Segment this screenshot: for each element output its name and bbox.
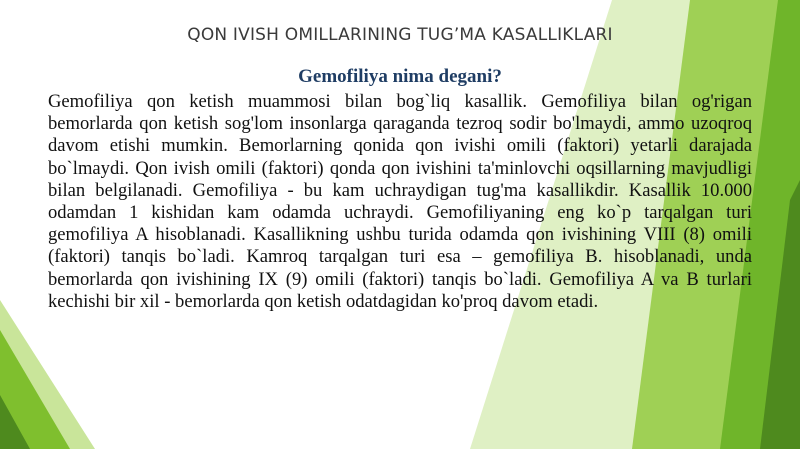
slide-title: QON IVISH OMILLARINING TUG’MA KASALLIKLARI bbox=[187, 25, 613, 45]
slide-body-text: Gemofiliya qon ketish muammosi bilan bog`liq kasallik. Gemofiliya bilan og'rigan bemorlarda qon ketish sog'lom insonlarga qaraganda tezroq sodir bo'lmaydi, ammo uzoqroq davom etishi mumkin. Bemorlarning qonida qon ivishi omili (faktori) yetarli darajada bo`lmaydi. Qon ivish omili (faktori) qonda qon ivishini ta'minlovchi oqsillarning mavjudligi bilan belgilanadi. Gemofiliya - bu kam uchraydigan tug'ma kasallikdir. Kasallik 10.000 odamdan 1 kishidan kam odamda uchraydi. Gemofiliyaning eng ko`p tarqalgan turi gemofiliya A hisoblanadi. Kasallikning ushbu turida odamda qon ivishining VIII (8) omili (faktori) tanqis bo`ladi. Kamroq tarqalgan turi esa – gemofiliya B. hisoblanadi, unda bemorlarda qon ivishining IX (9) omili (faktori) tanqis bo`ladi. Gemofiliya A va B turlari kechishi bir xil - bemorlarda qon ketish odatdagidan ko'proq davom etadi. bbox=[48, 91, 752, 312]
slide-subtitle: Gemofiliya nima degani? bbox=[298, 66, 502, 87]
